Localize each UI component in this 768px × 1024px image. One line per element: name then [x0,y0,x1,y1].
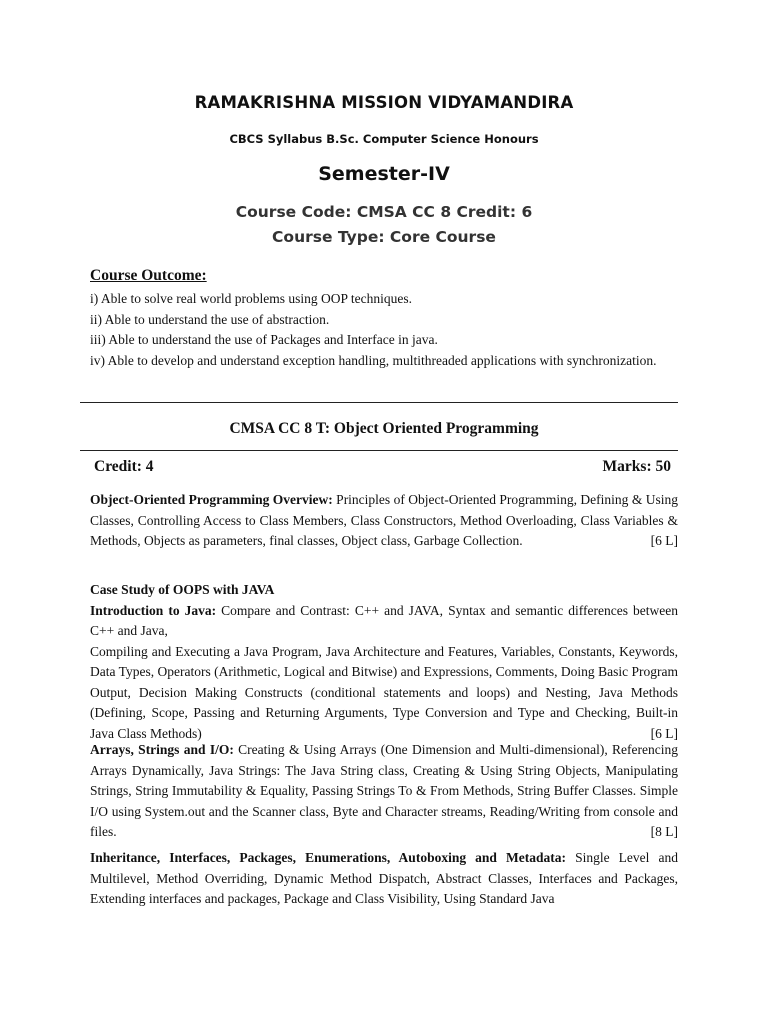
unit-text: Creating & Using Arrays (One Dimension and Multi-dimensional), Referencing Arrays Dynamically, Java Strings: The Java String class, Creating & Using String Objects, Manipulating Strings, String Immutability & Equality, Passing Strings To & From Methods, String Buffer Classes. Simple I/O using System.out and the Scanner class, Byte and Character streams, Reading/Writing from console and files. [90,742,678,839]
unit-text: Compare and Contrast: C++ and JAVA, Syntax and semantic differences between C++ and Java, [90,602,678,638]
paper-title: CMSA CC 8 T: Object Oriented Programming [229,420,539,437]
unit-text: Principles of Object-Oriented Programming, Defining & Using Classes, Controlling Access to Class Members, Class Constructors, Method Overloading, Class Variables & Methods, Objects as parameters, final classes, Object class, Garbage Collection. [90,492,678,548]
syllabus-unit [90,848,678,910]
outcome-item: iv) Able to develop and understand exception handling, multithreaded applications with synchronization. [90,352,657,368]
paper-marks: Marks: 50 [602,458,671,475]
syllabus-title: CBCS Syllabus B.Sc. Computer Science Honours [229,132,539,146]
course-code: Course Code: CMSA CC 8 Credit: 6 [235,203,533,221]
lecture-count: [8 L] [650,824,678,839]
syllabus-unit [90,490,678,552]
unit-text-continued: Compiling and Executing a Java Program, Java Architecture and Features, Variables, Constants, Keywords, Data Types, Operators (Arithmetic, Logical and Bitwise) and Expressions, Comments, Doing Basic Program Output, Decision Making Constructs (conditional statements and loops) and Nesting, Java Methods (Defining, Scope, Passing and Returning Arguments, Type Conversion and Type and Checking, Built-in Java Class Methods) [90,643,678,741]
divider-bottom [80,450,678,451]
course-outcome-list [90,289,678,371]
semester-title: Semester-IV [318,163,450,185]
unit-heading: Inheritance, Interfaces, Packages, Enumerations, Autoboxing and Metadata: [90,850,566,865]
course-outcome-heading: Course Outcome: [90,267,207,284]
lecture-count: [6 L] [650,725,678,741]
institution-name: RAMAKRISHNA MISSION VIDYAMANDIRA [194,93,574,112]
outcome-item: i) Able to solve real world problems using OOP techniques. [90,291,412,306]
unit-pre-heading: Case Study of OOPS with JAVA [90,582,275,597]
unit-text: Single Level and Multilevel, Method Overriding, Dynamic Method Dispatch, Abstract Classes, Interfaces and Packages, Extending interfaces and packages, Package and Class Visibility, Using Standard Java [90,850,678,906]
unit-heading: Object-Oriented Programming Overview: [90,492,333,507]
syllabus-unit [90,740,678,843]
course-type: Course Type: Core Course [272,228,496,246]
paper-credit: Credit: 4 [94,458,154,475]
unit-heading: Arrays, Strings and I/O: [90,742,234,757]
unit-heading: Introduction to Java: [90,602,217,618]
syllabus-unit [90,580,678,744]
lecture-count: [6 L] [650,533,678,548]
outcome-item: iii) Able to understand the use of Packages and Interface in java. [90,332,438,347]
divider-top [80,402,678,403]
outcome-item: ii) Able to understand the use of abstraction. [90,311,330,327]
